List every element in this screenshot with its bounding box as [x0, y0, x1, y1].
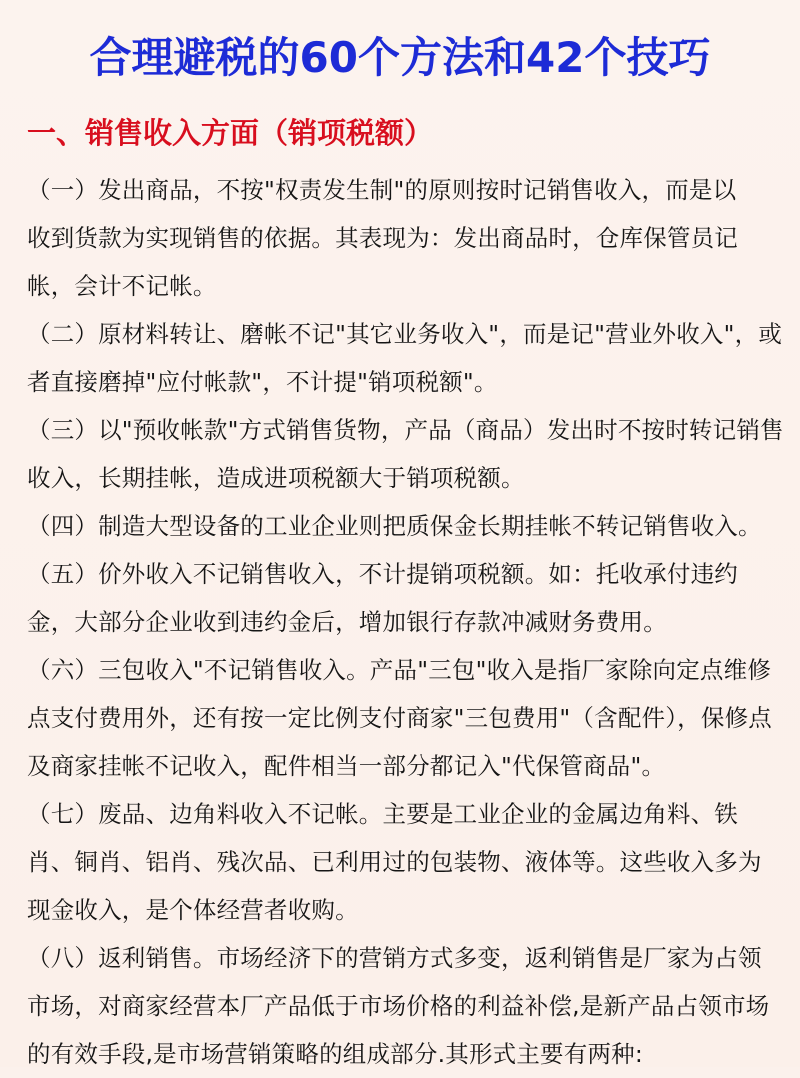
item-line: 者直接磨掉"应付帐款"，不计提"销项税额"。 [27, 368, 498, 396]
list-item [27, 550, 777, 646]
item-line: 肖、铜肖、铝肖、残次品、已利用过的包装物、液体等。这些收入多为 [27, 848, 762, 876]
item-line: （五）价外收入不记销售收入，不计提销项税额。如：托收承付违约 [27, 560, 738, 588]
item-line: 帐，会计不记帐。 [27, 272, 217, 300]
list-item [27, 790, 777, 934]
item-line: 及商家挂帐不记收入，配件相当一部分都记入"代保管商品"。 [27, 752, 666, 780]
item-line: （一）发出商品，不按"权责发生制"的原则按时记销售收入，而是以 [27, 176, 737, 204]
item-line: 的有效手段,是市场营销策略的组成部分.其形式主要有两种: [27, 1040, 643, 1068]
item-line: 市场，对商家经营本厂产品低于市场价格的利益补偿,是新产品占领市场 [27, 992, 770, 1020]
list-item [27, 310, 783, 406]
page-title: 合理避税的60个方法和42个技巧 [89, 33, 711, 82]
item-line: （七）废品、边角料收入不记帐。主要是工业企业的金属边角料、铁 [27, 800, 738, 828]
item-line: （四）制造大型设备的工业企业则把质保金长期挂帐不转记销售收入。 [27, 512, 762, 540]
item-line: 收到货款为实现销售的依据。其表现为：发出商品时，仓库保管员记 [27, 224, 738, 252]
section-heading: 一、销售收入方面（销项税额） [27, 116, 434, 150]
item-line: （二）原材料转让、磨帐不记"其它业务收入"，而是记"营业外收入"，或 [27, 320, 783, 348]
list-item [27, 934, 777, 1078]
item-list [27, 166, 784, 1078]
item-line: 点支付费用外，还有按一定比例支付商家"三包费用"（含配件），保修点 [27, 704, 772, 732]
list-item [27, 406, 784, 502]
item-line: 收入，长期挂帐，造成进项税额大于销项税额。 [27, 464, 525, 492]
item-line: 现金收入，是个体经营者收购。 [27, 896, 359, 924]
item-line: 金，大部分企业收到违约金后，增加银行存款冲减财务费用。 [27, 608, 667, 636]
list-item [27, 166, 777, 310]
item-line: （六）三包收入"不记销售收入。产品"三包"收入是指厂家除向定点维修 [27, 656, 772, 684]
list-item [27, 646, 777, 790]
list-item [27, 502, 777, 550]
item-line: （八）返利销售。市场经济下的营销方式多变，返利销售是厂家为占领 [27, 944, 762, 972]
item-line: （三）以"预收帐款"方式销售货物，产品（商品）发出时不按时转记销售 [27, 416, 784, 444]
